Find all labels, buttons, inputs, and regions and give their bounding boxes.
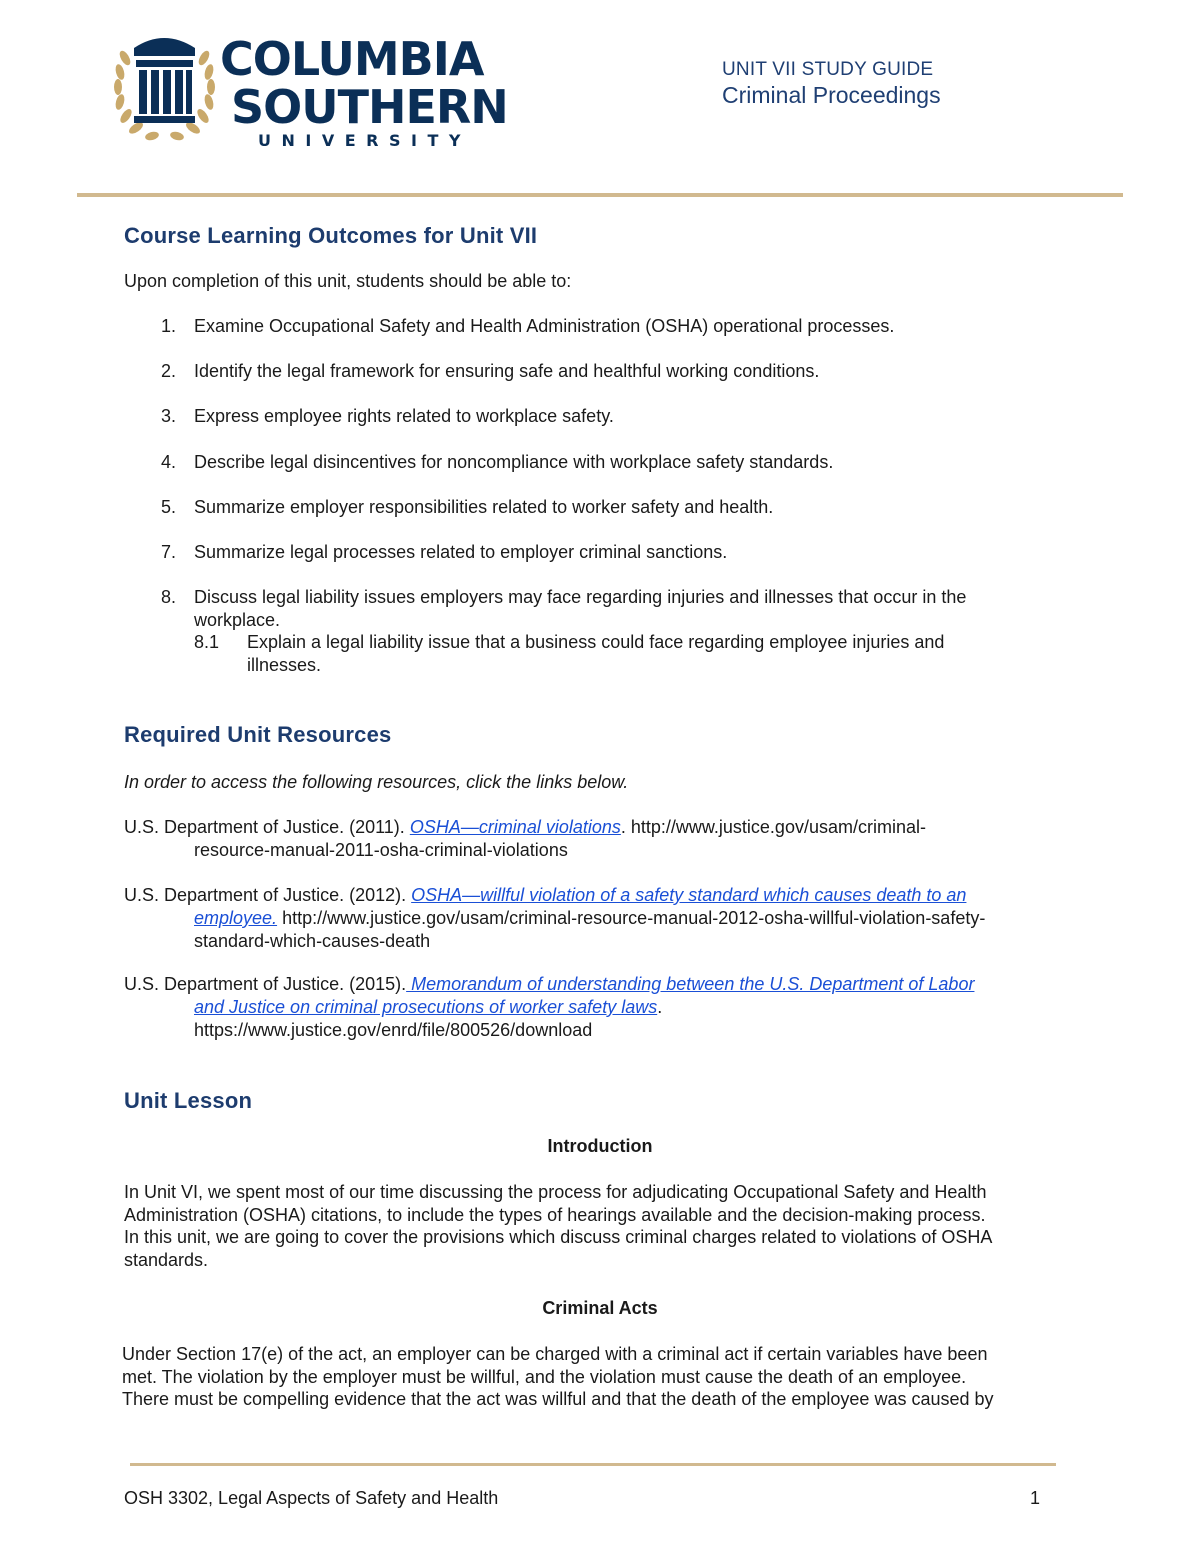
sub-item: Explain a legal liability issue that a business could face regarding employee injuries and <box>247 632 945 652</box>
paragraph-line: In this unit, we are going to cover the provisions which discuss criminal charges related to violations of OSHA <box>124 1227 993 1247</box>
lesson-heading: Unit Lesson <box>124 1088 253 1113</box>
list-item: Describe legal disincentives for noncompliance with workplace safety standards. <box>194 452 834 472</box>
outcomes-heading: Course Learning Outcomes for Unit VII <box>124 223 538 248</box>
criminal-acts-heading: Criminal Acts <box>542 1298 658 1318</box>
paragraph-line: met. The violation by the employer must be willful, and the violation must cause the death of an employee. <box>122 1367 967 1387</box>
header-divider <box>77 193 1123 197</box>
university-logo <box>112 30 508 155</box>
sub-item-continued: illnesses. <box>247 655 322 675</box>
list-item: Discuss legal liability issues employers may face regarding injuries and illnesses that occur in the <box>194 587 967 607</box>
reference-entry <box>124 884 966 907</box>
resources-heading: Required Unit Resources <box>124 722 392 747</box>
sub-item-number: 8.1 <box>194 632 220 652</box>
list-item: Express employee rights related to workplace safety. <box>194 406 614 426</box>
reference-link-continued[interactable]: employee. <box>194 908 278 928</box>
reference-link[interactable]: OSHA—willful violation of a safety standard which causes death to an <box>411 885 967 905</box>
paragraph-line: Administration (OSHA) citations, to include the types of hearings available and the decision-making process. <box>124 1205 986 1225</box>
list-item-number: 2. <box>160 361 176 381</box>
list-item-number: 5. <box>160 497 176 517</box>
list-item: Identify the legal framework for ensuring safe and healthful working conditions. <box>194 361 820 381</box>
reference-url-continued: resource-manual-2011-osha-criminal-violations <box>194 840 568 860</box>
reference-link-continued[interactable]: and Justice on criminal prosecutions of worker safety laws <box>194 997 658 1017</box>
reference-author: U.S. Department of Justice. (2015). <box>124 974 407 994</box>
study-guide-unit: UNIT VII STUDY GUIDE <box>722 59 934 80</box>
footer-course-title: OSH 3302, Legal Aspects of Safety and Health <box>124 1488 499 1508</box>
paragraph-line: Under Section 17(e) of the act, an employer can be charged with a criminal act if certain variables have been <box>122 1344 988 1364</box>
reference-url-continued: standard-which-causes-death <box>194 931 431 951</box>
paragraph-line: There must be compelling evidence that the act was willful and that the death of the employee was caused by <box>122 1389 994 1409</box>
reference-author: U.S. Department of Justice. (2011). <box>124 817 405 837</box>
paragraph-line: In Unit VI, we spent most of our time discussing the process for adjudicating Occupational Safety and Health <box>124 1182 987 1202</box>
outcomes-intro: Upon completion of this unit, students should be able to: <box>124 271 572 291</box>
reference-entry <box>124 816 926 839</box>
list-item-number: 8. <box>160 587 176 607</box>
reference-url: https://www.justice.gov/enrd/file/800526/download <box>194 1020 593 1040</box>
reference-url: . http://www.justice.gov/usam/criminal- <box>620 817 926 837</box>
page-number: 1 <box>1030 1488 1041 1508</box>
list-item: Examine Occupational Safety and Health Administration (OSHA) operational processes. <box>194 316 895 336</box>
list-item-number: 3. <box>160 406 176 426</box>
introduction-heading: Introduction <box>547 1136 653 1156</box>
list-item-number: 1. <box>160 316 176 336</box>
reference-url: http://www.justice.gov/usam/criminal-resource-manual-2012-osha-willful-violation-safety- <box>277 908 986 928</box>
list-item-continued: workplace. <box>194 610 281 630</box>
reference-link[interactable]: OSHA—criminal violations <box>409 817 621 837</box>
reference-link[interactable]: Memorandum of understanding between the U.S. Department of Labor <box>406 974 975 994</box>
list-item-number: 7. <box>160 542 176 562</box>
columns-laurel-icon <box>112 30 217 152</box>
reference-author: U.S. Department of Justice. (2012). <box>124 885 407 905</box>
list-item-number: 4. <box>160 452 176 472</box>
study-guide-topic: Criminal Proceedings <box>722 82 941 108</box>
reference-entry <box>124 973 974 996</box>
reference-entry-line2 <box>194 996 662 1019</box>
logo-wordmark-line1: COLUMBIA <box>220 32 484 86</box>
reference-entry-line2 <box>194 907 985 930</box>
paragraph-line: standards. <box>124 1250 209 1270</box>
logo-wordmark-line2: SOUTHERN <box>231 80 508 134</box>
reference-punctuation: . <box>657 997 663 1017</box>
list-item: Summarize employer responsibilities related to worker safety and health. <box>194 497 774 517</box>
footer-divider <box>130 1463 1056 1466</box>
list-item: Summarize legal processes related to employer criminal sanctions. <box>194 542 728 562</box>
resources-instruction: In order to access the following resources, click the links below. <box>124 772 629 792</box>
logo-wordmark-line3: UNIVERSITY <box>258 131 471 150</box>
